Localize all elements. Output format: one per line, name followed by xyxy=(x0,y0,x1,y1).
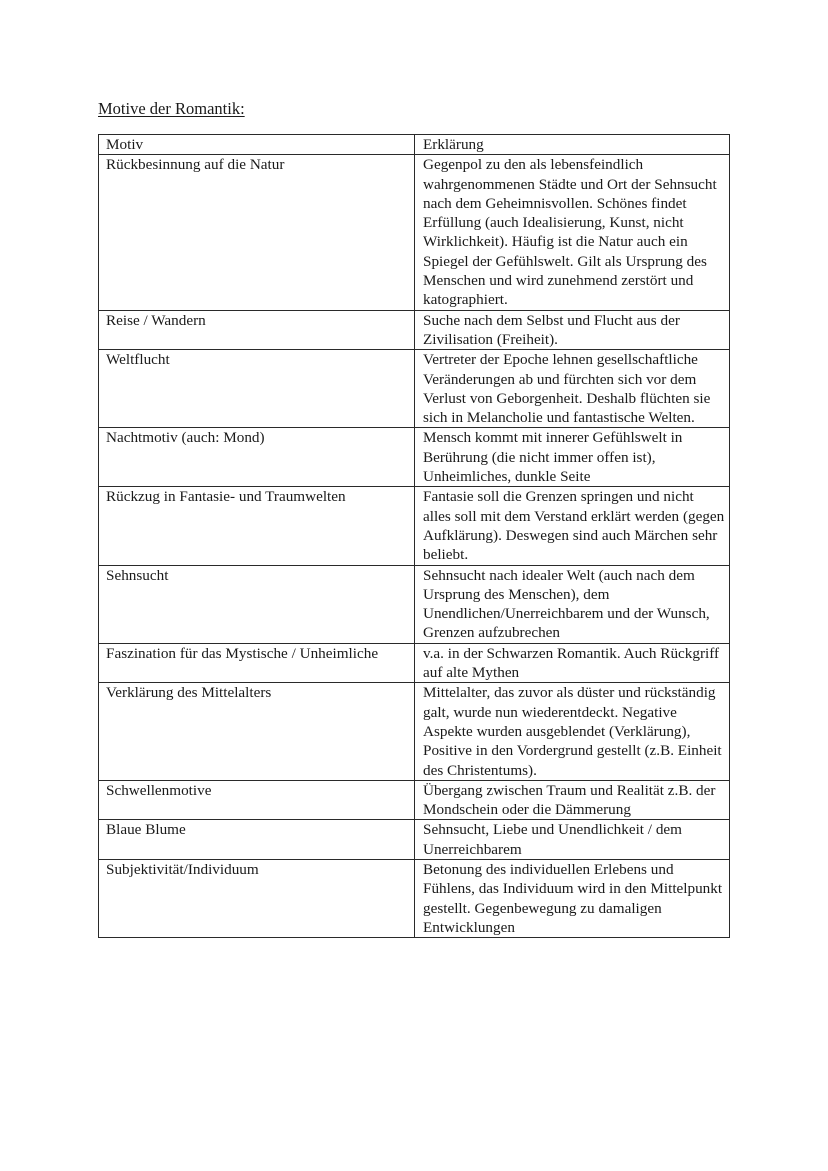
motiv-cell: Blaue Blume xyxy=(99,820,415,860)
table-row xyxy=(99,350,730,428)
erklaerung-cell: Betonung des individuellen Erlebens und Fühlens, das Individuum wird in den Mittelpunkt gestellt. Gegenbewegung zu damaligen Entwicklungen xyxy=(415,859,730,937)
table-row xyxy=(99,859,730,937)
column-header-motiv: Motiv xyxy=(99,135,415,155)
erklaerung-cell: Gegenpol zu den als lebensfeindlich wahrgenommenen Städte und Ort der Sehnsucht nach dem Geheimnisvollen. Schönes findet Erfüllung (auch Idealisierung, Kunst, nicht Wirklichkeit). Häufig ist die Natur auch ein Spiegel der Gefühlswelt. Gilt als Ursprung des Menschen und wird zunehmend zerstört und katographiert. xyxy=(415,155,730,310)
table-header-row xyxy=(99,135,730,155)
motive-table xyxy=(98,134,730,938)
erklaerung-cell: Übergang zwischen Traum und Realität z.B. der Mondschein oder die Dämmerung xyxy=(415,780,730,820)
erklaerung-cell: v.a. in der Schwarzen Romantik. Auch Rückgriff auf alte Mythen xyxy=(415,643,730,683)
motiv-cell: Rückbesinnung auf die Natur xyxy=(99,155,415,310)
table-row xyxy=(99,310,730,350)
motiv-cell: Subjektivität/Individuum xyxy=(99,859,415,937)
erklaerung-cell: Mensch kommt mit innerer Gefühlswelt in Berührung (die nicht immer offen ist), Unheimliches, dunkle Seite xyxy=(415,428,730,487)
table-row xyxy=(99,155,730,310)
erklaerung-cell: Fantasie soll die Grenzen springen und nicht alles soll mit dem Verstand erklärt werden (gegen Aufklärung). Deswegen sind auch Märchen sehr beliebt. xyxy=(415,487,730,565)
motiv-cell: Faszination für das Mystische / Unheimliche xyxy=(99,643,415,683)
table-row xyxy=(99,820,730,860)
motiv-cell: Schwellenmotive xyxy=(99,780,415,820)
erklaerung-cell: Sehnsucht, Liebe und Unendlichkeit / dem Unerreichbarem xyxy=(415,820,730,860)
table-row xyxy=(99,643,730,683)
table-row xyxy=(99,428,730,487)
motiv-cell: Reise / Wandern xyxy=(99,310,415,350)
motiv-cell: Sehnsucht xyxy=(99,565,415,643)
motiv-cell: Verklärung des Mittelalters xyxy=(99,683,415,780)
motiv-cell: Rückzug in Fantasie- und Traumwelten xyxy=(99,487,415,565)
page-title: Motive der Romantik: xyxy=(98,99,245,118)
erklaerung-cell: Vertreter der Epoche lehnen gesellschaftliche Veränderungen ab und fürchten sich vor dem Verlust von Geborgenheit. Deshalb flüchten sie sich in Melancholie und fantastische Welten. xyxy=(415,350,730,428)
erklaerung-cell: Suche nach dem Selbst und Flucht aus der Zivilisation (Freiheit). xyxy=(415,310,730,350)
column-header-erklaerung: Erklärung xyxy=(415,135,730,155)
motiv-cell: Weltflucht xyxy=(99,350,415,428)
erklaerung-cell: Mittelalter, das zuvor als düster und rückständig galt, wurde nun wiederentdeckt. Negative Aspekte wurden ausgeblendet (Verklärung), Positive in den Vordergrund gestellt (z.B. Einheit des Christentums). xyxy=(415,683,730,780)
table-row xyxy=(99,487,730,565)
table-row xyxy=(99,780,730,820)
motiv-cell: Nachtmotiv (auch: Mond) xyxy=(99,428,415,487)
table-row xyxy=(99,683,730,780)
table-row xyxy=(99,565,730,643)
erklaerung-cell: Sehnsucht nach idealer Welt (auch nach dem Ursprung des Menschen), dem Unendlichen/Unerreichbarem und der Wunsch, Grenzen aufzubrechen xyxy=(415,565,730,643)
